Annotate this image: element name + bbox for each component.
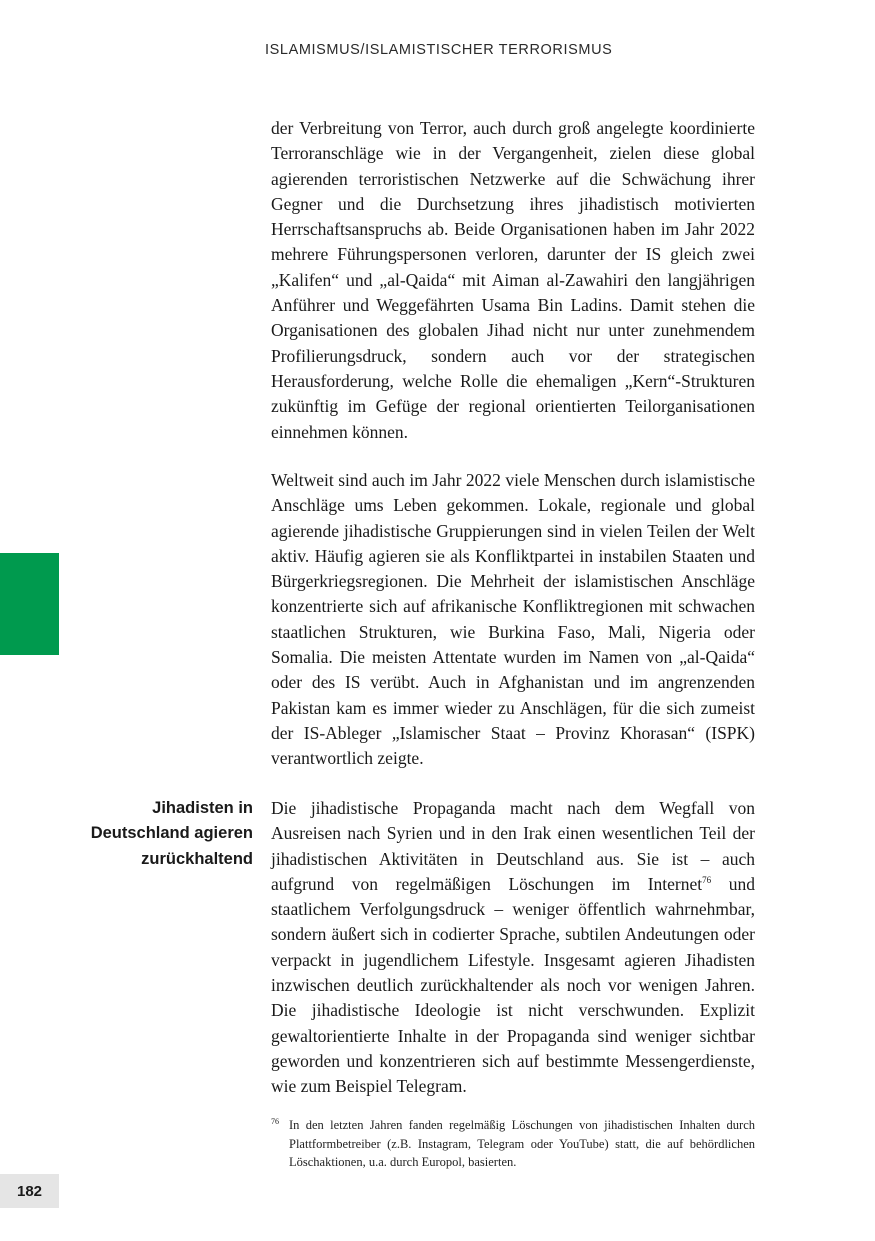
running-header: ISLAMISMUS/ISLAMISTISCHER TERRORISMUS bbox=[265, 42, 613, 58]
body-paragraph-3 bbox=[271, 796, 755, 1100]
body-paragraph-2: Weltweit sind auch im Jahr 2022 viele Menschen durch islamistische Anschläge ums Leben gekommen. Lokale, regionale und global agierende jihadistische Gruppierungen sind in vielen Teilen der Welt aktiv. Häufig agieren sie als Konfliktpartei in instabilen Staaten und Bürgerkriegsregionen. Die Mehrheit der islamistischen Anschläge konzentrierte sich auf afrikanische Konfliktregionen mit schwachen staatlichen Strukturen, wie Burkina Faso, Mali, Nigeria oder Somalia. Die meisten Attentate wurden im Namen von „al-Qaida“ oder des IS verübt. Auch in Afghanistan und im angrenzenden Pakistan kam es immer wieder zu Anschlägen, für die sich zumeist der IS-Ableger „Islamischer Staat – Provinz Khorasan“ (ISPK) verantwortlich zeigte. bbox=[271, 470, 755, 769]
marginal-heading-line-2: Deutschland agieren bbox=[90, 824, 253, 843]
footnote-reference[interactable]: 76 bbox=[702, 875, 712, 886]
body-paragraph-1: der Verbreitung von Terror, auch durch groß angelegte koordinierte Terroranschläge wie in der Vergangenheit, zielen diese global agierenden terroristischen Netzwerke auf die Schwächung ihrer Gegner und die Durchsetzung ihres jihadistisch motivierten Herrschaftsanspruchs ab. Beide Organisationen haben im Jahr 2022 mehrere Führungspersonen verloren, darunter der IS gleich zwei „Kalifen“ und „al-Qaida“ mit Aiman al-Zawahiri den langjährigen Anführer und Weggefährten Usama Bin Ladins. Damit stehen die Organisationen des globalen Jihad nicht nur unter zunehmendem Profilierungsdruck, sondern auch vor der strategischen Herausforderung, welche Rolle die ehemaligen „Kern“-Strukturen zukünftig im Gefüge der regional orientierten Teilorganisationen einnehmen können. bbox=[271, 118, 755, 442]
marginal-heading-line-1: Jihadisten in bbox=[152, 799, 253, 817]
paragraph-3-text-end: und staatlichem Verfolgungsdruck – weniger öffentlich wahrnehmbar, sondern äußert sich in codierter Sprache, subtilen Andeutungen oder verpackt in jugendlichem Lifestyle. Insgesamt agieren Jihadisten inzwischen deutlich zurückhaltender als noch vor wenigen Jahren. Die jihadistische Ideologie ist nicht verschwunden. Explizit gewaltorientierte Inhalte in der Propaganda sind weniger sichtbar geworden und konzentrieren sich auf bestimmte Messengerdienste, wie zum Beispiel Telegram. bbox=[271, 873, 755, 1097]
page-number-box bbox=[0, 1174, 59, 1208]
footnote-number: 76 bbox=[271, 1117, 279, 1126]
marginal-heading-line-3: zurückhaltend bbox=[141, 849, 253, 868]
paragraph-3-text-start: Die jihadistische Propaganda macht nach dem Wegfall von Ausreisen nach Syrien und in den Irak einen wesentlichen Teil der jihadistischen Aktivitäten in Deutschland aus. Sie ist – auch aufgrund von regelmäßigen Löschungen im Internet bbox=[271, 798, 755, 894]
footnote-text: In den letzten Jahren fanden regelmäßig Löschungen von jihadistischen Inhalten durch Plattformbetreiber (z.B. Instagram, Telegram oder YouTube) statt, die auf behördlichen Löschaktionen, u.a. durch Europol, basierten. bbox=[289, 1118, 755, 1169]
section-color-tab bbox=[0, 553, 59, 655]
footnote bbox=[271, 1116, 755, 1172]
marginal-heading bbox=[53, 796, 253, 872]
page-number: 182 bbox=[16, 1182, 43, 1200]
